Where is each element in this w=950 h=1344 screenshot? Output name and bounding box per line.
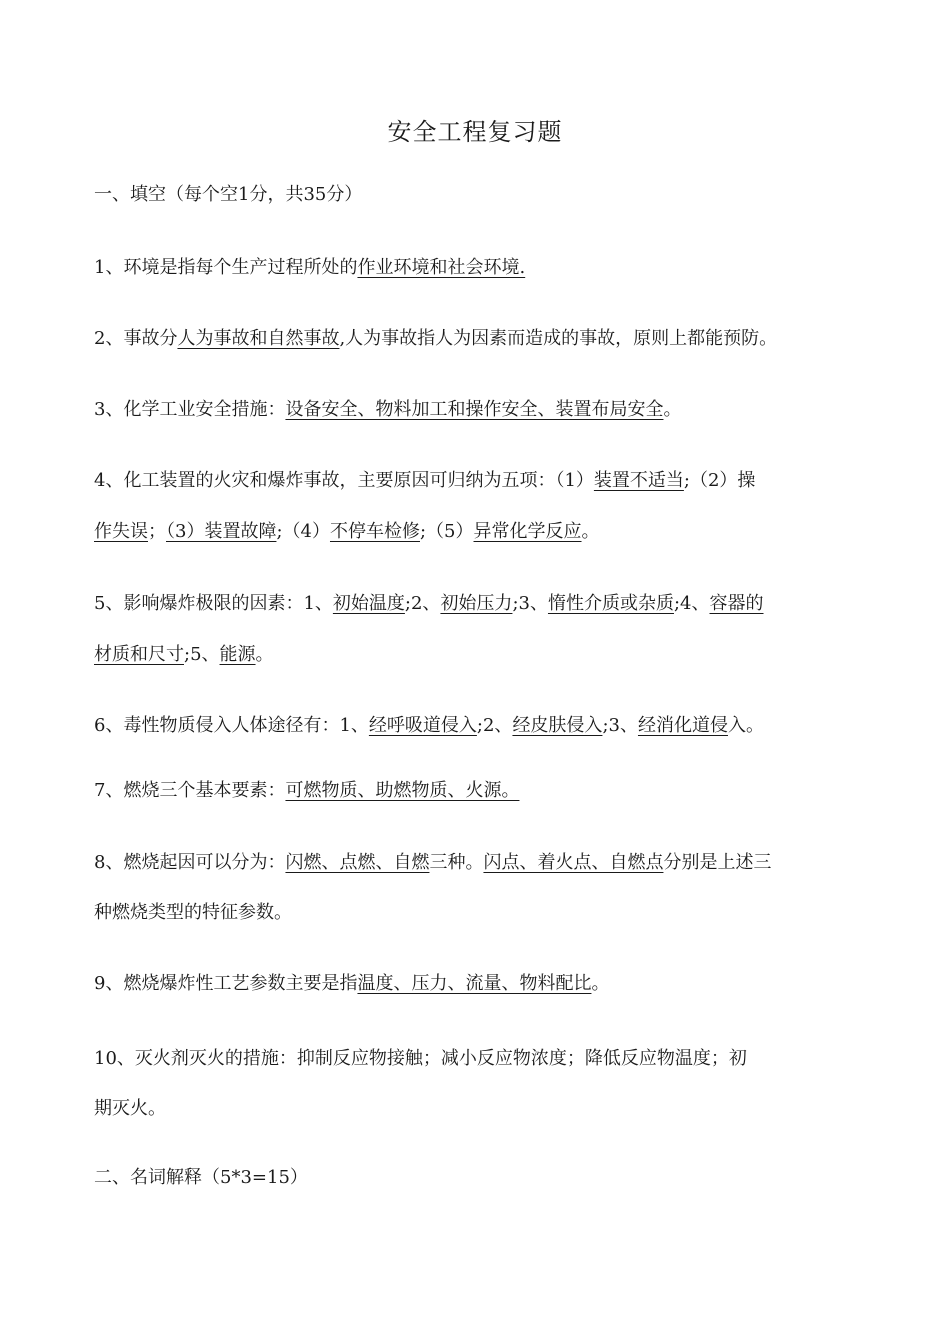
answer-4-3: （3）装置故障 — [166, 521, 277, 542]
answer-7: 可燃物质、助燃物质、火源。 — [285, 780, 520, 801]
question-5-line-1: 5、影响爆炸极限的因素：1、初始温度;2、初始压力;3、惰性介质或杂质;4、容器的 — [94, 593, 764, 614]
answer-5-2: 初始压力 — [440, 593, 513, 614]
answer-6-1: 经呼吸道侵入 — [368, 715, 477, 736]
question-4-line-1: 4、化工装置的火灾和爆炸事故，主要原因可归纳为五项：（1）装置不适当;（2）操 — [94, 470, 756, 491]
answer-1: 作业环境和社会环境. — [357, 257, 526, 278]
answer-4-4: 不停车检修 — [329, 521, 420, 542]
answer-6-2: 经皮肤侵入 — [512, 715, 603, 736]
section-heading-fill-in: 一、填空（每个空1分，共35分） — [94, 184, 363, 205]
answer-4-2: 作失误 — [94, 521, 148, 542]
answer-5-4-cont: 材质和尺寸 — [94, 644, 184, 665]
answer-5-3: 惰性介质或杂质 — [547, 593, 674, 614]
question-8-line-2: 种燃烧类型的特征参数。 — [94, 902, 292, 923]
answer-8-2: 闪点、着火点、自燃点 — [483, 852, 664, 873]
answer-6-3: 经消化道侵 — [637, 715, 728, 736]
question-10-line-1: 10、灭火剂灭火的措施：抑制反应物接触；减小反应物浓度；降低反应物温度；初 — [94, 1048, 747, 1069]
answer-4-1: 装置不适当 — [593, 470, 684, 491]
answer-5-4: 容器的 — [709, 593, 764, 614]
question-4-line-2: 作失误；（3）装置故障;（4）不停车检修;（5）异常化学反应。 — [94, 521, 600, 542]
question-6: 6、毒性物质侵入人体途径有：1、经呼吸道侵入;2、经皮肤侵入;3、经消化道侵入。 — [94, 715, 764, 736]
question-1: 1、环境是指每个生产过程所处的作业环境和社会环境. — [94, 257, 526, 278]
answer-3: 设备安全、物料加工和操作安全、装置布局安全 — [285, 399, 664, 420]
answer-2: 人为事故和自然事故 — [177, 328, 340, 349]
question-5-line-2: 材质和尺寸;5、能源。 — [94, 644, 274, 665]
section-heading-terms: 二、名词解释（5*3=15） — [94, 1167, 308, 1188]
answer-8-1: 闪燃、点燃、自燃 — [285, 852, 430, 873]
answer-5-5: 能源 — [219, 644, 256, 665]
question-3: 3、化学工业安全措施：设备安全、物料加工和操作安全、装置布局安全。 — [94, 399, 682, 420]
question-10-line-2: 期灭火。 — [94, 1098, 166, 1119]
question-8-line-1: 8、燃烧起因可以分为：闪燃、点燃、自燃三种。闪点、着火点、自燃点分别是上述三 — [94, 852, 772, 873]
answer-5-1: 初始温度 — [332, 593, 405, 614]
document-title: 安全工程复习题 — [387, 118, 563, 146]
question-2: 2、事故分人为事故和自然事故,人为事故指人为因素而造成的事故，原则上都能预防。 — [94, 328, 778, 349]
answer-9: 温度、压力、流量、物料配比 — [357, 973, 592, 994]
answer-4-5: 异常化学反应 — [473, 521, 582, 542]
question-9: 9、燃烧爆炸性工艺参数主要是指温度、压力、流量、物料配比。 — [94, 973, 610, 994]
question-7: 7、燃烧三个基本要素：可燃物质、助燃物质、火源。 — [94, 780, 520, 801]
